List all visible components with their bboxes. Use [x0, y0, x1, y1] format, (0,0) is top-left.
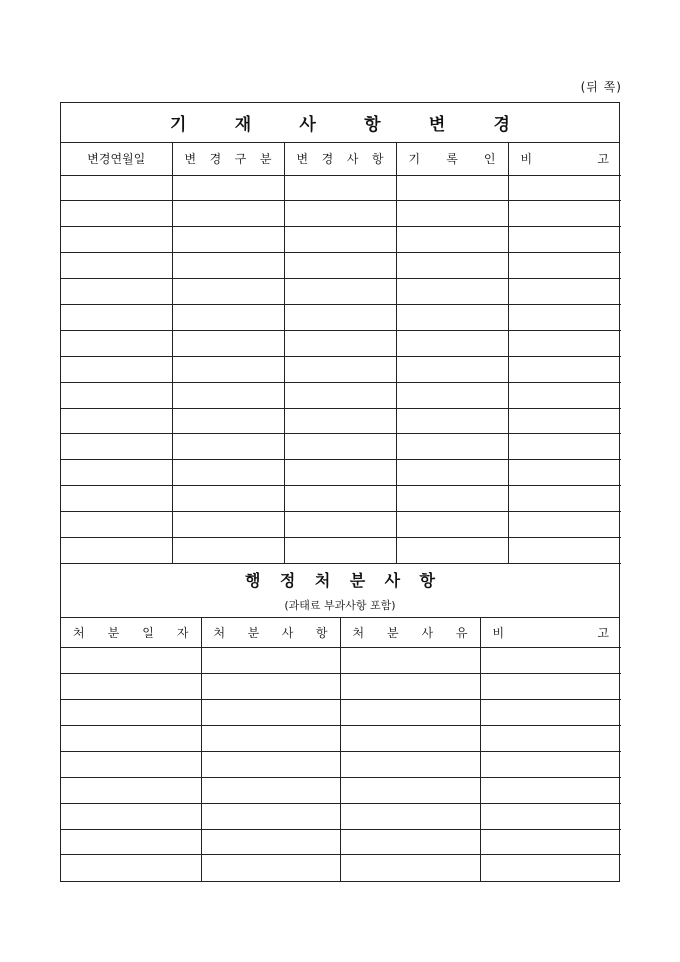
table-row: [61, 726, 621, 752]
admin-action-entry-cell[interactable]: [201, 648, 340, 674]
admin-action-header-cell: [61, 618, 201, 648]
record-change-entry-cell[interactable]: [61, 253, 172, 279]
admin-action-header-text: 유: [455, 626, 468, 641]
record-change-entry-cell[interactable]: [172, 304, 284, 330]
table-row: [61, 751, 621, 777]
record-change-entry-cell[interactable]: [61, 537, 172, 563]
admin-action-entry-cell[interactable]: [340, 803, 480, 829]
record-change-header-text: 비: [520, 152, 533, 167]
record-change-entry-cell[interactable]: [284, 330, 396, 356]
record-change-entry-cell[interactable]: [396, 460, 508, 486]
record-change-entry-cell[interactable]: [61, 512, 172, 538]
admin-action-header-text: 처: [73, 626, 85, 641]
record-change-entry-cell[interactable]: [396, 201, 508, 227]
table-row: [61, 777, 621, 803]
record-change-table: [61, 143, 621, 564]
record-change-entry-cell[interactable]: [61, 382, 172, 408]
table-row: [61, 486, 621, 512]
record-change-entry-cell[interactable]: [172, 279, 284, 305]
table-row: [61, 227, 621, 253]
admin-action-entry-cell[interactable]: [61, 726, 201, 752]
record-change-entry-cell[interactable]: [508, 279, 621, 305]
admin-action-title-char: 행: [245, 570, 261, 590]
admin-action-entry-cell[interactable]: [480, 803, 621, 829]
record-change-entry-cell[interactable]: [396, 304, 508, 330]
record-change-entry-cell[interactable]: [508, 356, 621, 382]
record-change-header-cell: [396, 143, 508, 175]
admin-action-header-text: 분: [247, 626, 260, 641]
record-change-entry-cell[interactable]: [172, 460, 284, 486]
record-change-title: [170, 110, 510, 135]
form-back-side: [60, 102, 620, 882]
table-row: [61, 700, 621, 726]
admin-action-entry-cell[interactable]: [340, 726, 480, 752]
record-change-entry-cell[interactable]: [284, 408, 396, 434]
admin-action-entry-cell[interactable]: [201, 700, 340, 726]
admin-action-header-text: 고: [597, 626, 609, 641]
admin-action-header-text: 일: [142, 626, 154, 641]
record-change-entry-cell[interactable]: [284, 382, 396, 408]
table-row: [61, 330, 621, 356]
record-change-entry-cell[interactable]: [284, 304, 396, 330]
admin-action-entry-cell[interactable]: [340, 829, 480, 855]
admin-action-entry-cell[interactable]: [480, 726, 621, 752]
admin-action-entry-cell[interactable]: [480, 648, 621, 674]
record-change-entry-cell[interactable]: [284, 253, 396, 279]
record-change-entry-cell[interactable]: [396, 486, 508, 512]
admin-action-entry-cell[interactable]: [61, 700, 201, 726]
record-change-entry-cell[interactable]: [61, 201, 172, 227]
admin-action-entry-cell[interactable]: [340, 751, 480, 777]
admin-action-entry-cell[interactable]: [480, 829, 621, 855]
admin-action-header-text: 처: [213, 626, 226, 641]
record-change-entry-cell[interactable]: [172, 227, 284, 253]
table-row: [61, 253, 621, 279]
record-change-entry-cell[interactable]: [508, 486, 621, 512]
admin-action-subtitle: (과태료 부과사항 포함): [284, 598, 396, 612]
record-change-header-text: 사: [346, 152, 359, 167]
record-change-entry-cell[interactable]: [61, 175, 172, 201]
admin-action-title-char: 분: [349, 570, 366, 590]
table-row: [61, 855, 621, 881]
record-change-entry-cell[interactable]: [508, 537, 621, 563]
page-label: (뒤 쪽): [580, 80, 622, 94]
record-change-title-char: 변: [428, 115, 446, 135]
admin-action-title: [245, 568, 435, 591]
admin-action-entry-cell[interactable]: [201, 751, 340, 777]
record-change-entry-cell[interactable]: [284, 175, 396, 201]
admin-action-header-text: 자: [176, 626, 189, 641]
admin-action-entry-cell[interactable]: [61, 648, 201, 674]
record-change-entry-cell[interactable]: [284, 460, 396, 486]
record-change-title-row: [61, 103, 619, 143]
record-change-entry-cell[interactable]: [61, 434, 172, 460]
admin-action-entry-cell[interactable]: [480, 855, 621, 881]
record-change-entry-cell[interactable]: [508, 201, 621, 227]
admin-action-header-text: 분: [386, 626, 399, 641]
record-change-entry-cell[interactable]: [508, 330, 621, 356]
admin-action-entry-cell[interactable]: [480, 777, 621, 803]
admin-action-entry-cell[interactable]: [340, 648, 480, 674]
record-change-entry-cell[interactable]: [61, 330, 172, 356]
admin-action-entry-cell[interactable]: [480, 700, 621, 726]
record-change-entry-cell[interactable]: [61, 408, 172, 434]
record-change-title-char: 항: [364, 115, 381, 135]
record-change-entry-cell[interactable]: [172, 253, 284, 279]
record-change-entry-cell[interactable]: [284, 356, 396, 382]
record-change-header-text: 고: [597, 152, 609, 167]
admin-action-entry-cell[interactable]: [340, 700, 480, 726]
admin-action-entry-cell[interactable]: [61, 674, 201, 700]
record-change-entry-cell[interactable]: [396, 512, 508, 538]
record-change-entry-cell[interactable]: [396, 330, 508, 356]
admin-action-table: [61, 618, 621, 881]
admin-action-entry-cell[interactable]: [61, 855, 201, 881]
record-change-title-char: 사: [299, 115, 316, 135]
record-change-header-cell: [172, 143, 284, 175]
record-change-entry-cell[interactable]: [284, 434, 396, 460]
admin-action-header-cell: [340, 618, 480, 648]
admin-action-entry-cell[interactable]: [201, 726, 340, 752]
record-change-entry-cell[interactable]: [284, 537, 396, 563]
table-row: [61, 512, 621, 538]
record-change-entry-cell[interactable]: [284, 279, 396, 305]
table-row: [61, 648, 621, 674]
record-change-entry-cell[interactable]: [508, 304, 621, 330]
record-change-entry-cell[interactable]: [172, 201, 284, 227]
record-change-entry-cell[interactable]: [396, 537, 508, 563]
admin-action-title-char: 처: [314, 570, 331, 590]
record-change-entry-cell[interactable]: [508, 434, 621, 460]
admin-action-header-text: 분: [107, 626, 120, 641]
record-change-entry-cell[interactable]: [172, 330, 284, 356]
admin-action-entry-cell[interactable]: [61, 829, 201, 855]
record-change-entry-cell[interactable]: [396, 227, 508, 253]
record-change-entry-cell[interactable]: [284, 201, 396, 227]
record-change-entry-cell[interactable]: [284, 486, 396, 512]
record-change-entry-cell[interactable]: [396, 175, 508, 201]
record-change-entry-cell[interactable]: [508, 460, 621, 486]
admin-action-header-text: 항: [315, 626, 328, 641]
record-change-header-cell: [284, 143, 396, 175]
admin-action-entry-cell[interactable]: [201, 829, 340, 855]
record-change-entry-cell[interactable]: [61, 279, 172, 305]
record-change-header-cell: [61, 143, 172, 175]
admin-action-header-cell: [480, 618, 621, 648]
admin-action-entry-cell[interactable]: [201, 803, 340, 829]
table-row: [61, 537, 621, 563]
record-change-header-text: 구: [234, 152, 247, 167]
record-change-entry-cell[interactable]: [172, 356, 284, 382]
table-row: [61, 356, 621, 382]
table-row: [61, 803, 621, 829]
record-change-header-cell: [508, 143, 621, 175]
record-change-entry-cell[interactable]: [172, 434, 284, 460]
record-change-header-row: [61, 143, 621, 175]
admin-action-entry-cell[interactable]: [201, 855, 340, 881]
record-change-title-char: 경: [493, 115, 510, 135]
admin-action-entry-cell[interactable]: [340, 855, 480, 881]
admin-action-title-char: 항: [419, 570, 435, 590]
record-change-entry-cell[interactable]: [172, 537, 284, 563]
record-change-entry-cell[interactable]: [172, 175, 284, 201]
table-row: [61, 434, 621, 460]
record-change-entry-cell[interactable]: [396, 382, 508, 408]
table-row: [61, 408, 621, 434]
admin-action-header-text: 비: [492, 626, 505, 641]
admin-action-entry-cell[interactable]: [201, 777, 340, 803]
table-row: [61, 460, 621, 486]
record-change-entry-cell[interactable]: [396, 253, 508, 279]
admin-action-entry-cell[interactable]: [480, 674, 621, 700]
admin-action-entry-cell[interactable]: [340, 777, 480, 803]
record-change-entry-cell[interactable]: [396, 434, 508, 460]
record-change-entry-cell[interactable]: [396, 356, 508, 382]
record-change-header-text: 변: [184, 152, 197, 167]
record-change-entry-cell[interactable]: [61, 356, 172, 382]
table-row: [61, 279, 621, 305]
admin-action-entry-cell[interactable]: [480, 751, 621, 777]
record-change-entry-cell[interactable]: [508, 382, 621, 408]
record-change-entry-cell[interactable]: [61, 304, 172, 330]
record-change-header-text: 변경연월일: [87, 152, 146, 167]
record-change-entry-cell[interactable]: [396, 279, 508, 305]
record-change-header-text: 분: [259, 152, 272, 167]
table-row: [61, 674, 621, 700]
record-change-entry-cell[interactable]: [61, 460, 172, 486]
record-change-entry-cell[interactable]: [508, 512, 621, 538]
record-change-entry-cell[interactable]: [172, 382, 284, 408]
admin-action-entry-cell[interactable]: [61, 751, 201, 777]
table-row: [61, 829, 621, 855]
record-change-entry-cell[interactable]: [61, 227, 172, 253]
record-change-header-text: 항: [371, 152, 384, 167]
record-change-header-text: 인: [483, 152, 496, 167]
admin-action-header-row: [61, 618, 621, 648]
record-change-title-char: 재: [234, 115, 252, 135]
record-change-header-text: 기: [408, 152, 421, 167]
admin-action-header-text: 사: [421, 626, 434, 641]
table-row: [61, 304, 621, 330]
record-change-entry-cell[interactable]: [396, 408, 508, 434]
record-change-header-text: 록: [446, 152, 458, 167]
record-change-entry-cell[interactable]: [508, 408, 621, 434]
record-change-title-char: 기: [170, 115, 187, 135]
admin-action-title-char: 사: [384, 570, 401, 590]
record-change-entry-cell[interactable]: [284, 512, 396, 538]
admin-action-entry-cell[interactable]: [61, 777, 201, 803]
admin-action-header-text: 처: [352, 626, 365, 641]
table-row: [61, 382, 621, 408]
record-change-header-text: 경: [209, 152, 222, 167]
record-change-entry-cell[interactable]: [284, 227, 396, 253]
record-change-entry-cell[interactable]: [172, 486, 284, 512]
admin-action-entry-cell[interactable]: [340, 674, 480, 700]
table-row: [61, 175, 621, 201]
record-change-header-text: 변: [296, 152, 309, 167]
record-change-entry-cell[interactable]: [61, 486, 172, 512]
record-change-entry-cell[interactable]: [508, 253, 621, 279]
admin-action-entry-cell[interactable]: [201, 674, 340, 700]
record-change-header-text: 경: [321, 152, 334, 167]
table-row: [61, 201, 621, 227]
admin-action-header-cell: [201, 618, 340, 648]
admin-action-title-char: 정: [279, 570, 296, 590]
record-change-entry-cell[interactable]: [172, 512, 284, 538]
admin-action-header-text: 사: [281, 626, 294, 641]
record-change-entry-cell[interactable]: [172, 408, 284, 434]
record-change-entry-cell[interactable]: [508, 175, 621, 201]
admin-action-title-row: [61, 564, 619, 618]
admin-action-entry-cell[interactable]: [61, 803, 201, 829]
record-change-entry-cell[interactable]: [508, 227, 621, 253]
